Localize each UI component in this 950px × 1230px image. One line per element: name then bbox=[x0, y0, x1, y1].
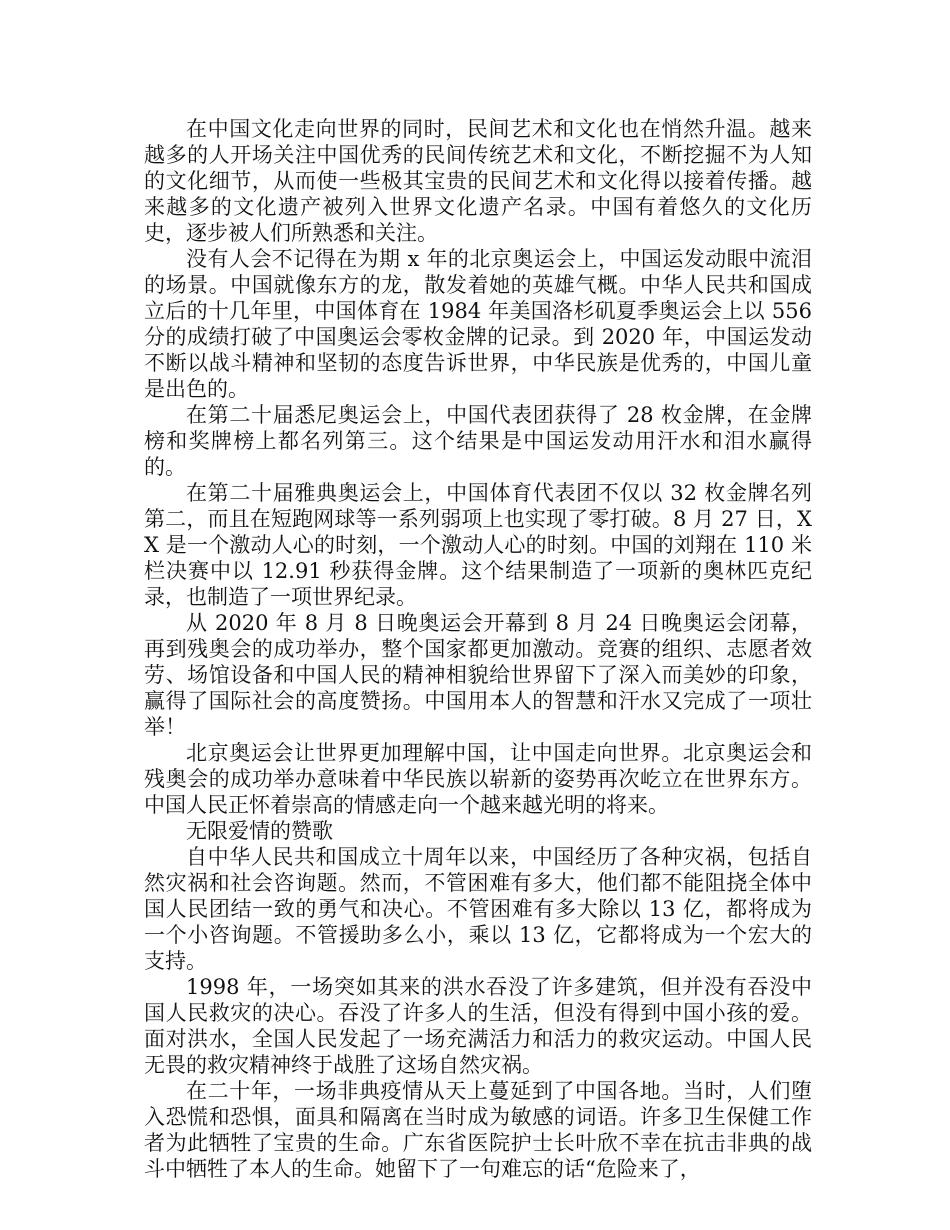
document-page bbox=[144, 116, 812, 1182]
paragraph: 1998 年，一场突如其来的洪水吞没了许多建筑，但并没有吞没中国人民救灾的决心。吞没了许多人的生活，但没有得到中国小孩的爱。面对洪水，全国人民发起了一场充满活力和活力的救灾运动。中国人民无畏的救灾精神终于战胜了这场自然灾祸。 bbox=[144, 975, 812, 1077]
section-heading: 无限爱情的赞歌 bbox=[186, 819, 333, 843]
paragraph: 在第二十届悉尼奥运会上，中国代表团获得了 28 枚金牌，在金牌榜和奖牌榜上都名列第三。这个结果是中国运发动用汗水和泪水赢得的。 bbox=[144, 403, 812, 479]
paragraph: 在中国文化走向世界的同时，民间艺术和文化也在悄然升温。越来越多的人开场关注中国优秀的民间传统艺术和文化，不断挖掘不为人知的文化细节，从而使一些极其宝贵的民间艺术和文化得以接着传播。越来越多的文化遗产被列入世界文化遗产名录。中国有着悠久的文化历史，逐步被人们所熟悉和关注。 bbox=[144, 117, 812, 245]
paragraph: 自中华人民共和国成立十周年以来，中国经历了各种灾祸，包括自然灾祸和社会咨询题。然而，不管困难有多大，他们都不能阻挠全体中国人民团结一致的勇气和决心。不管困难有多大除以 13 亿，都将成为一个小咨询题。不管援助多么小，乘以 13 亿，它都将成为一个宏大的支持。 bbox=[144, 845, 812, 973]
paragraph: 北京奥运会让世界更加理解中国，让中国走向世界。北京奥运会和残奥会的成功举办意味着中华民族以崭新的姿势再次屹立在世界东方。中国人民正怀着崇高的情感走向一个越来越光明的将来。 bbox=[144, 741, 812, 817]
paragraph: 在第二十届雅典奥运会上，中国体育代表团不仅以 32 枚金牌名列第二，而且在短跑网球等一系列弱项上也实现了零打破。8 月 27 日，XX 是一个激动人心的时刻，一个激动人心的时刻。中国的刘翔在 110 米栏决赛中以 12.91 秒获得金牌。这个结果制造了一项新的奥林匹克纪录，也制造了一项世界纪录。 bbox=[144, 481, 812, 609]
paragraph: 从 2020 年 8 月 8 日晚奥运会开幕到 8 月 24 日晚奥运会闭幕，再到残奥会的成功举办，整个国家都更加激动。竞赛的组织、志愿者效劳、场馆设备和中国人民的精神相貌给世界留下了深入而美妙的印象，赢得了国际社会的高度赞扬。中国用本人的智慧和汗水又完成了一项壮举！ bbox=[144, 611, 812, 739]
paragraph: 在二十年，一场非典疫情从天上蔓延到了中国各地。当时，人们堕入恐慌和恐惧，面具和隔离在当时成为敏感的词语。许多卫生保健工作者为此牺牲了宝贵的生命。广东省医院护士长叶欣不幸在抗击非典的战斗中牺牲了本人的生命。她留下了一句难忘的话“危险来了， bbox=[144, 1079, 812, 1181]
paragraph: 没有人会不记得在为期 x 年的北京奥运会上，中国运发动眼中流泪的场景。中国就像东方的龙，散发着她的英雄气概。中华人民共和国成立后的十几年里，中国体育在 1984 年美国洛杉矶夏季奥运会上以 556 分的成绩打破了中国奥运会零枚金牌的记录。到 2020 年，中国运发动不断以战斗精神和坚韧的态度告诉世界，中华民族是优秀的，中国儿童是出色的。 bbox=[144, 247, 812, 401]
